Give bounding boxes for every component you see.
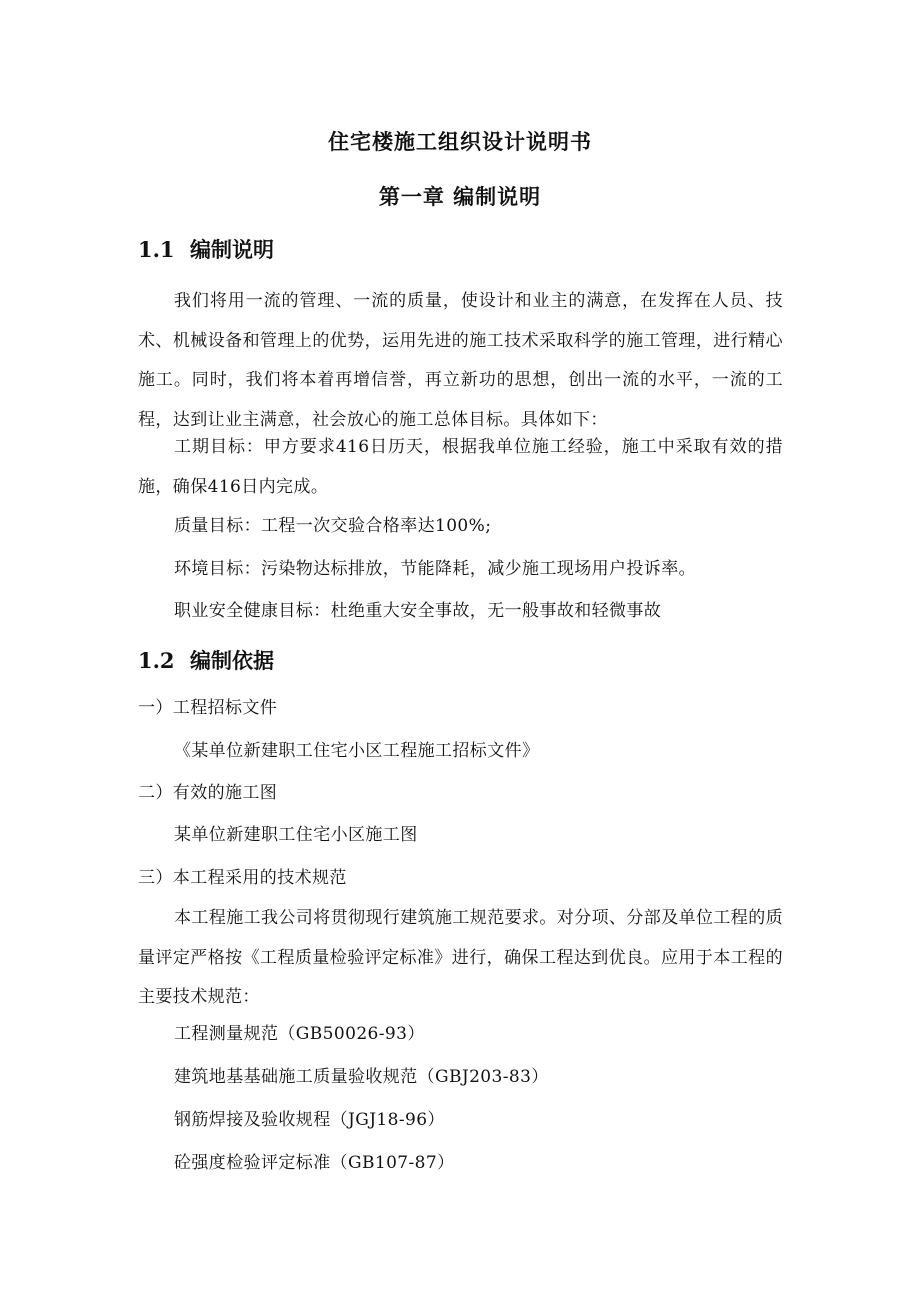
- intro-paragraph: 我们将用一流的管理、一流的质量，使设计和业主的满意，在发挥在人员、技术、机械设备和管理上的优势，运用先进的施工技术采取科学的施工管理，进行精心施工。同时，我们将本着再增信誉，再立新功的思想，创出一流的水平，一流的工程，达到让业主满意，社会放心的施工总体目标。具体如下：: [138, 291, 783, 430]
- basis-item-label: 二）有效的施工图: [138, 783, 278, 803]
- section-title: 编制依据: [190, 649, 274, 673]
- standard-list-item: 建筑地基基础施工质量验收规范（GBJ203-83）: [174, 1067, 549, 1087]
- standard-list-item: 钢筋焊接及验收规程（JGJ18-96）: [174, 1110, 445, 1130]
- standard-list-item: 砼强度检验评定标准（GB107-87）: [174, 1153, 455, 1173]
- quality-goal-line: 质量目标：工程一次交验合格率达100%;: [174, 516, 492, 536]
- safety-goal-line: 职业安全健康目标：杜绝重大安全事故，无一般事故和轻微事故: [174, 601, 662, 621]
- standard-list-item: 工程测量规范（GB50026-93）: [174, 1024, 425, 1044]
- section-title: 编制说明: [190, 238, 274, 262]
- environment-goal-line: 环境目标：污染物达标排放，节能降耗，减少施工现场用户投诉率。: [174, 559, 696, 579]
- basis-item-label: 一）工程招标文件: [138, 698, 278, 718]
- basis-item-detail: 某单位新建职工住宅小区施工图: [174, 825, 418, 845]
- basis-item-label: 三）本工程采用的技术规范: [138, 868, 347, 888]
- section-number: 1.1: [138, 237, 175, 262]
- section-heading-1-2: [138, 647, 274, 675]
- technical-standards-paragraph: 本工程施工我公司将贯彻现行建筑施工规范要求。对分项、分部及单位工程的质量评定严格按《工程质量检验评定标准》进行，确保工程达到优良。应用于本工程的主要技术规范：: [138, 908, 783, 1007]
- document-title: 住宅楼施工组织设计说明书: [328, 130, 592, 154]
- period-goal-paragraph: 工期目标：甲方要求416日历天，根据我单位施工经验，施工中采取有效的措施，确保416日内完成。: [138, 437, 783, 497]
- basis-item-detail: 《某单位新建职工住宅小区工程施工招标文件》: [174, 741, 540, 761]
- section-number: 1.2: [138, 648, 175, 673]
- section-heading-1-1: [138, 236, 274, 264]
- chapter-title: 第一章 编制说明: [378, 185, 542, 209]
